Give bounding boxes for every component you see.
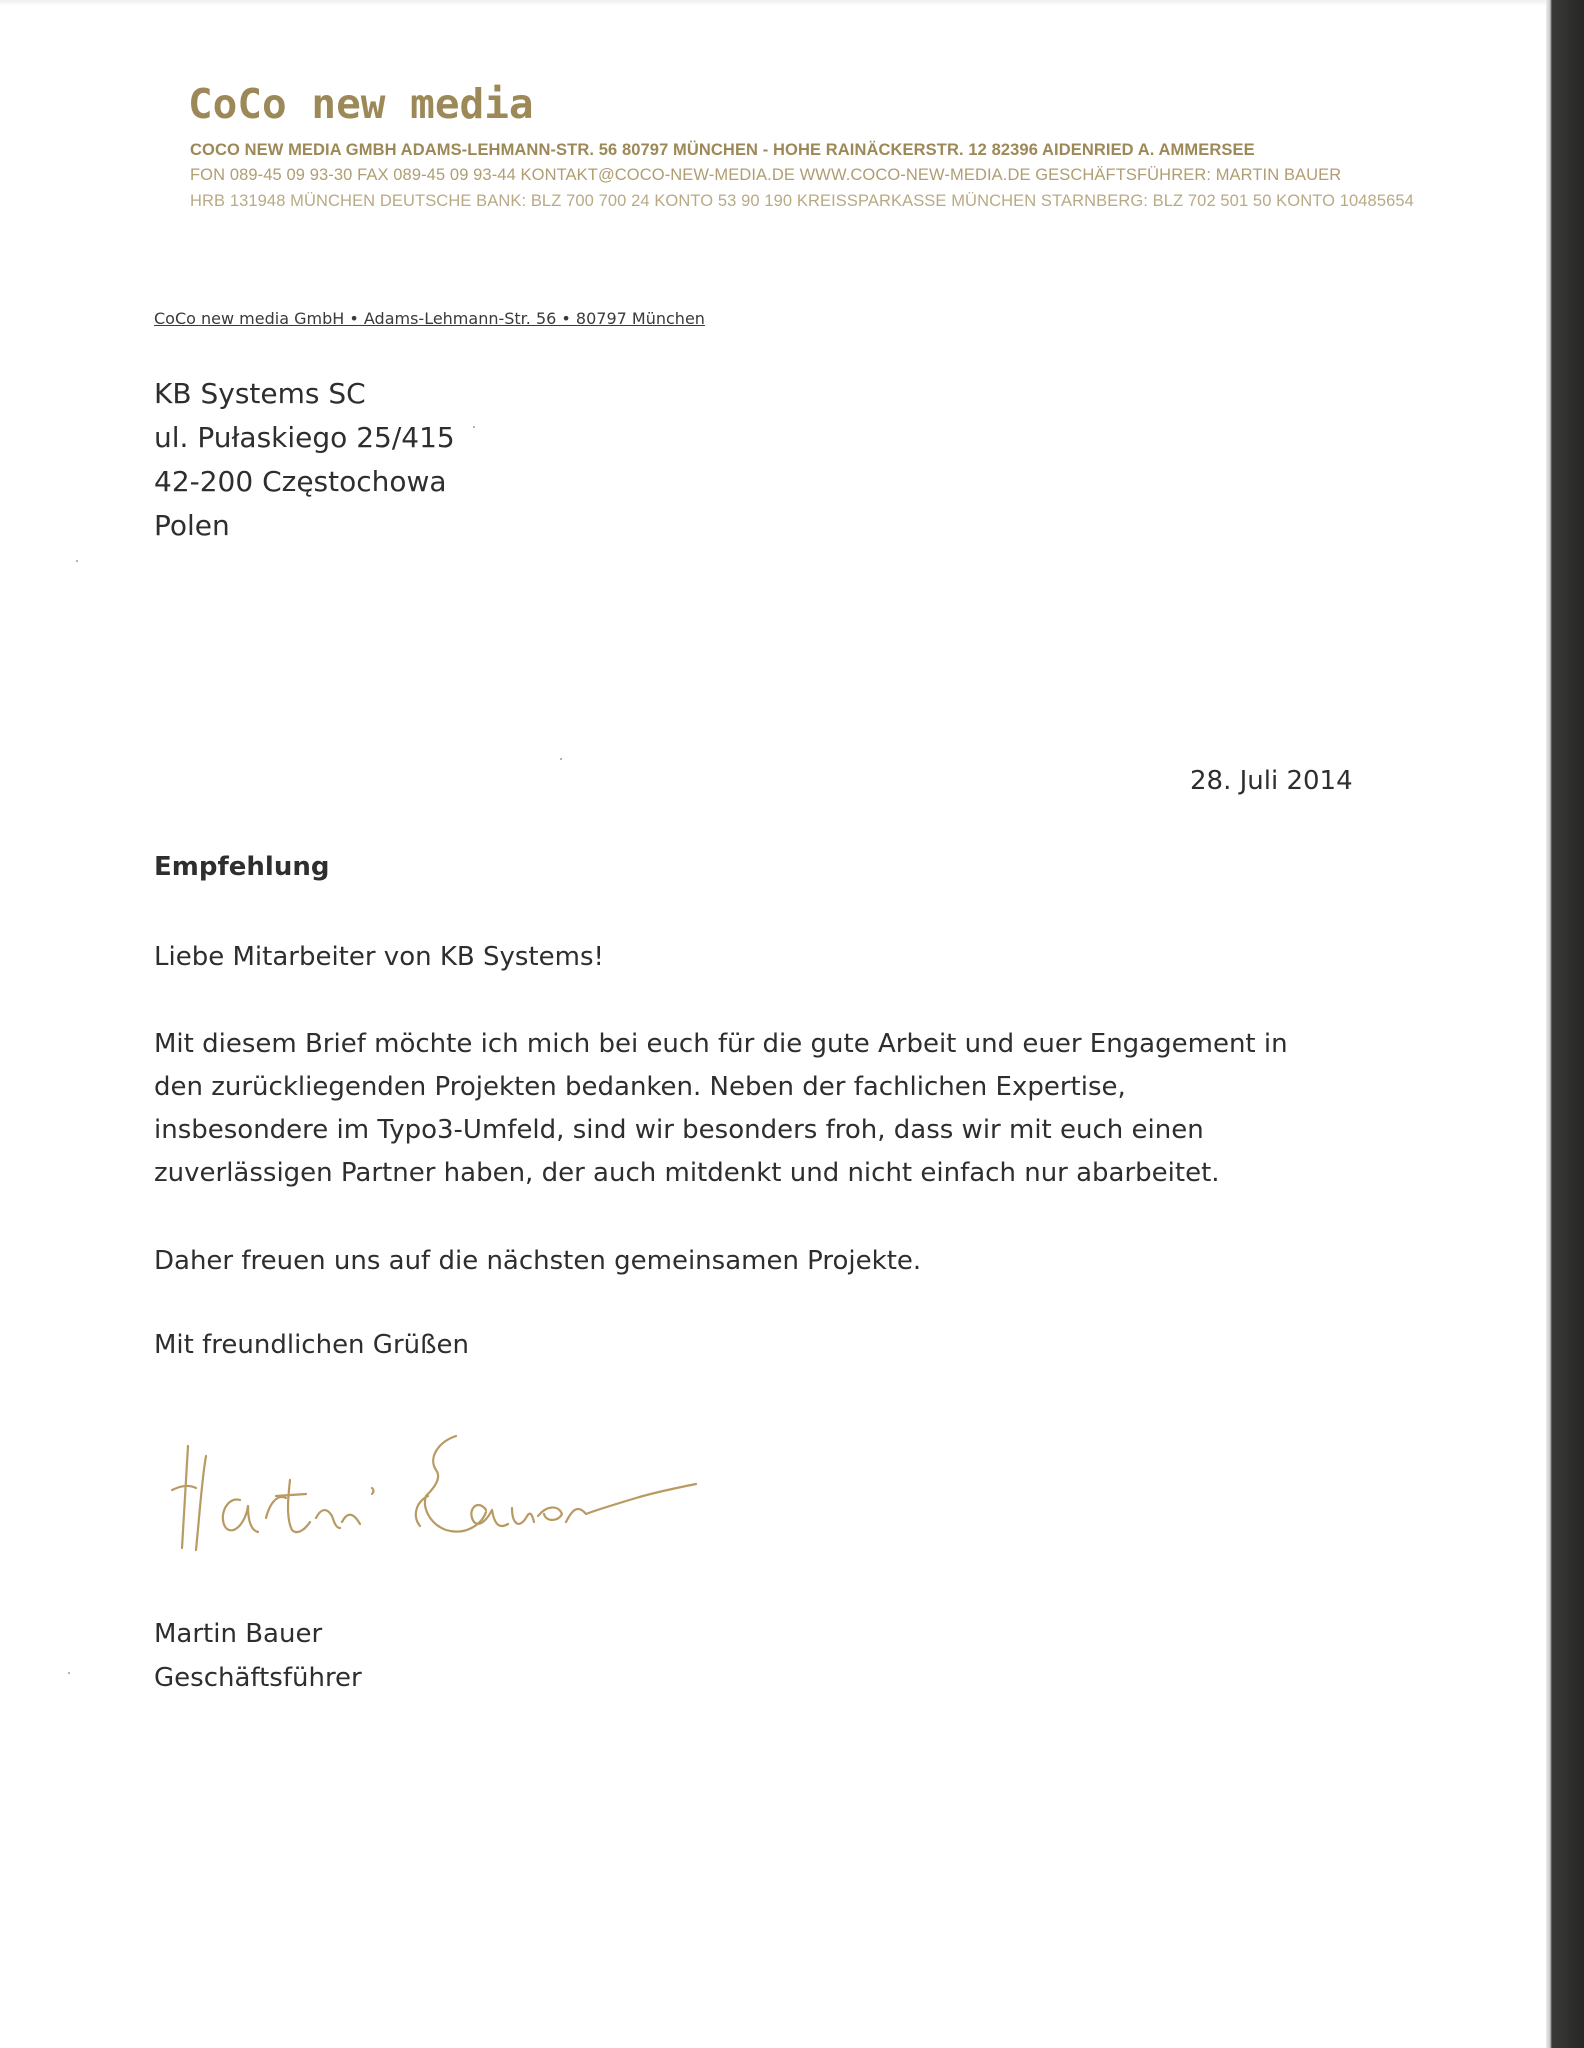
letter-greeting: Liebe Mitarbeiter von KB Systems! <box>154 942 604 972</box>
letter-date: 28. Juli 2014 <box>1190 766 1353 796</box>
signer-block <box>154 1612 362 1700</box>
letterhead-contact-line: FON 089-45 09 93-30 FAX 089-45 09 93-44 KONTAKT@COCO-NEW-MEDIA.DE WWW.COCO-NEW-MEDIA.DE GESCHÄFTSFÜHRER: MARTIN BAUER <box>190 166 1342 184</box>
letter-paragraph-2: Daher freuen uns auf die nächsten gemeinsamen Projekte. <box>154 1246 922 1276</box>
paragraph-line: zuverlässigen Partner haben, der auch mitdenkt und nicht einfach nur abarbeitet. <box>154 1158 1220 1188</box>
scan-speck <box>473 426 475 428</box>
scan-speck <box>560 758 562 760</box>
recipient-name: KB Systems SC <box>154 377 366 410</box>
letter-subject: Empfehlung <box>154 852 330 882</box>
company-logo: CoCo new media <box>188 80 534 128</box>
handwritten-signature <box>166 1418 726 1568</box>
letter-closing: Mit freundlichen Grüßen <box>154 1330 469 1360</box>
recipient-country: Polen <box>154 509 230 542</box>
recipient-city: 42-200 Częstochowa <box>154 465 447 498</box>
letter-paragraph-1 <box>154 1023 1288 1195</box>
paragraph-line: den zurückliegenden Projekten bedanken. Neben der fachlichen Expertise, <box>154 1072 1126 1102</box>
scan-speck <box>68 1672 70 1674</box>
letterhead-bank-line: HRB 131948 MÜNCHEN DEUTSCHE BANK: BLZ 700 700 24 KONTO 53 90 190 KREISSPARKASSE MÜNCHEN STARNBERG: BLZ 702 501 50 KONTO 10485654 <box>190 192 1414 210</box>
recipient-street: ul. Pułaskiego 25/415 <box>154 421 455 454</box>
recipient-address <box>154 372 455 548</box>
letterhead-address-line: COCO NEW MEDIA GMBH ADAMS-LEHMANN-STR. 56 80797 MÜNCHEN - HOHE RAINÄCKERSTR. 12 82396 AIDENRIED A. AMMERSEE <box>190 141 1255 159</box>
scan-speck <box>76 560 78 562</box>
sender-return-address: CoCo new media GmbH • Adams-Lehmann-Str. 56 • 80797 München <box>154 309 705 328</box>
scan-top-edge <box>0 0 1546 6</box>
paragraph-line: Mit diesem Brief möchte ich mich bei euch für die gute Arbeit und euer Engagement in <box>154 1029 1288 1059</box>
scan-right-edge <box>1546 0 1584 2048</box>
signer-name: Martin Bauer <box>154 1619 323 1649</box>
signer-title: Geschäftsführer <box>154 1663 362 1693</box>
paragraph-line: insbesondere im Typo3-Umfeld, sind wir besonders froh, dass wir mit euch einen <box>154 1115 1204 1145</box>
